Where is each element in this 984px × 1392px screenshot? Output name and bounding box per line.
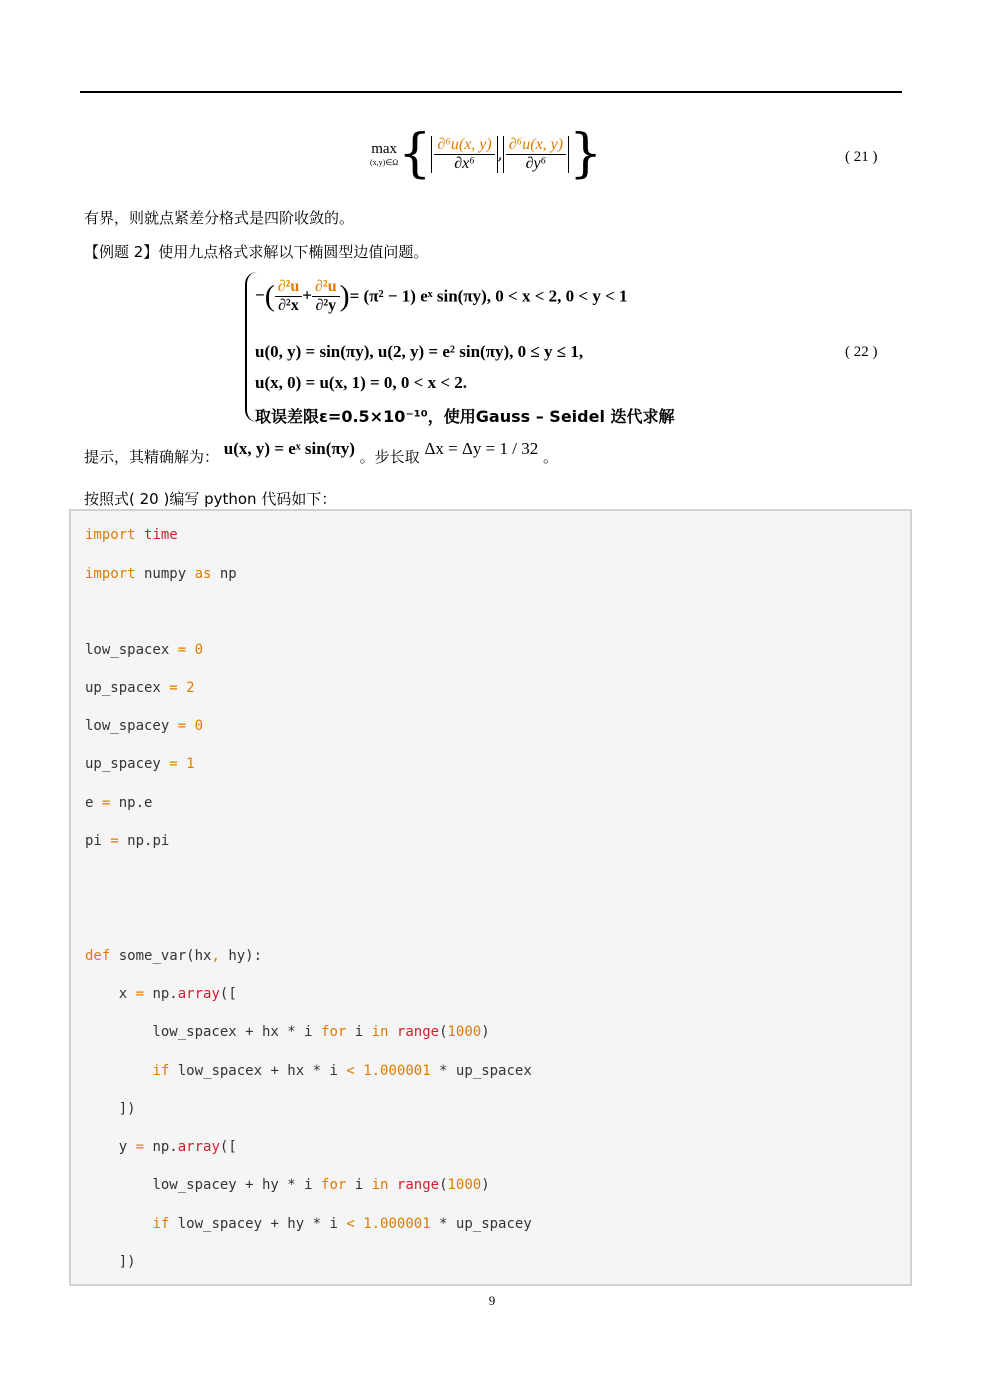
code-line-9: pi = np.pi <box>85 833 170 849</box>
code-block <box>69 509 912 1286</box>
fraction-2-denominator: ∂y⁶ <box>525 154 547 172</box>
equation-22-line-1: −( $\frac{\text{∂²u}}{\text{∂²x}}$ + $\frac{\text{∂²u}}{\text{∂²y}}$ )= (π² − 1) eˣ sin(πy), 0 < x < 2, 0 < y < 1 <box>255 278 628 314</box>
text-line-1: 有界，则就点紧差分格式是四阶收敛的。 <box>84 209 355 227</box>
text-line-3: 按照式( 20 )编写 python 代码如下： <box>84 490 337 508</box>
hint-prefix: 提示，其精确解为： <box>84 448 220 466</box>
equation-21: max (x,y)∈Ω { $\frac{\text{∂⁶u(x, y)}}{\text{∂x⁶}}$ , $\frac{\text{∂⁶u(x, y)}}{\text{∂y⁶}}$ } <box>370 124 603 184</box>
hint-middle: 。步长取 <box>359 448 420 466</box>
code-line-12: x = np.array([ <box>85 986 237 1002</box>
code-line-4: low_spacex = 0 <box>85 642 204 658</box>
code-line-2: import numpy as np <box>85 566 237 582</box>
right-brace-21: } <box>569 124 603 184</box>
text-line-2: 【例题 2】使用九点格式求解以下椭圆型边值问题。 <box>84 243 429 261</box>
header-rule <box>80 91 902 93</box>
equation-21-number: ( 21 ) <box>845 149 878 165</box>
fraction-2-numerator: ∂⁶u(x, y) <box>506 136 566 155</box>
equation-22-number: ( 22 ) <box>845 344 878 360</box>
code-line-11: def some_var(hx, hy): <box>85 948 263 964</box>
hint-suffix: 。 <box>542 448 558 466</box>
step-size: Δx = Δy = 1 / 32 <box>424 439 539 458</box>
code-line-18: if low_spacey + hy * i < 1.000001 * up_spacey <box>152 1216 532 1232</box>
left-brace-21: { <box>398 124 432 184</box>
equation-22-line-4: 取误差限ε=0.5×10⁻¹⁰，使用Gauss – Seidel 迭代求解 <box>255 407 675 426</box>
code-line-8: e = np.e <box>85 795 153 811</box>
fraction-1-numerator: ∂⁶u(x, y) <box>434 136 494 155</box>
abs-term-1 <box>431 136 497 173</box>
exact-solution: u(x, y) = eˣ sin(πy) <box>223 439 355 458</box>
line1-numerator-2: ∂²u <box>312 278 340 297</box>
code-line-14: if low_spacex + hx * i < 1.000001 * up_spacex <box>152 1063 532 1079</box>
code-line-5: up_spacex = 2 <box>85 680 195 696</box>
code-line-16: y = np.array([ <box>85 1139 237 1155</box>
code-line-13: low_spacex + hx * i for i in range(1000) <box>85 1024 490 1040</box>
code-line-6: low_spacey = 0 <box>85 718 204 734</box>
code-line-15: ]) <box>85 1101 136 1117</box>
hint-line <box>84 439 558 467</box>
line1-denominator-2: ∂²y <box>315 297 337 314</box>
line1-numerator-1: ∂²u <box>275 278 303 297</box>
equation-22-line-3: u(x, 0) = u(x, 1) = 0, 0 < x < 2. <box>255 373 468 392</box>
line1-rhs: = (π² − 1) eˣ sin(πy), 0 < x < 2, 0 < y < 1 <box>349 286 628 306</box>
max-subscript: (x,y)∈Ω <box>370 158 399 167</box>
max-operator: max <box>371 141 398 157</box>
line1-denominator-1: ∂²x <box>278 297 299 314</box>
code-line-1: import time <box>85 527 178 543</box>
abs-term-2 <box>503 136 569 173</box>
equation-22-line-2: u(0, y) = sin(πy), u(2, y) = e² sin(πy), 0 ≤ y ≤ 1, <box>255 342 584 361</box>
page-number: 9 <box>488 1293 496 1308</box>
fraction-1-denominator: ∂x⁶ <box>454 154 475 172</box>
code-line-7: up_spacey = 1 <box>85 756 195 772</box>
code-line-19: ]) <box>85 1254 136 1270</box>
code-line-17: low_spacey + hy * i for i in range(1000) <box>85 1177 490 1193</box>
